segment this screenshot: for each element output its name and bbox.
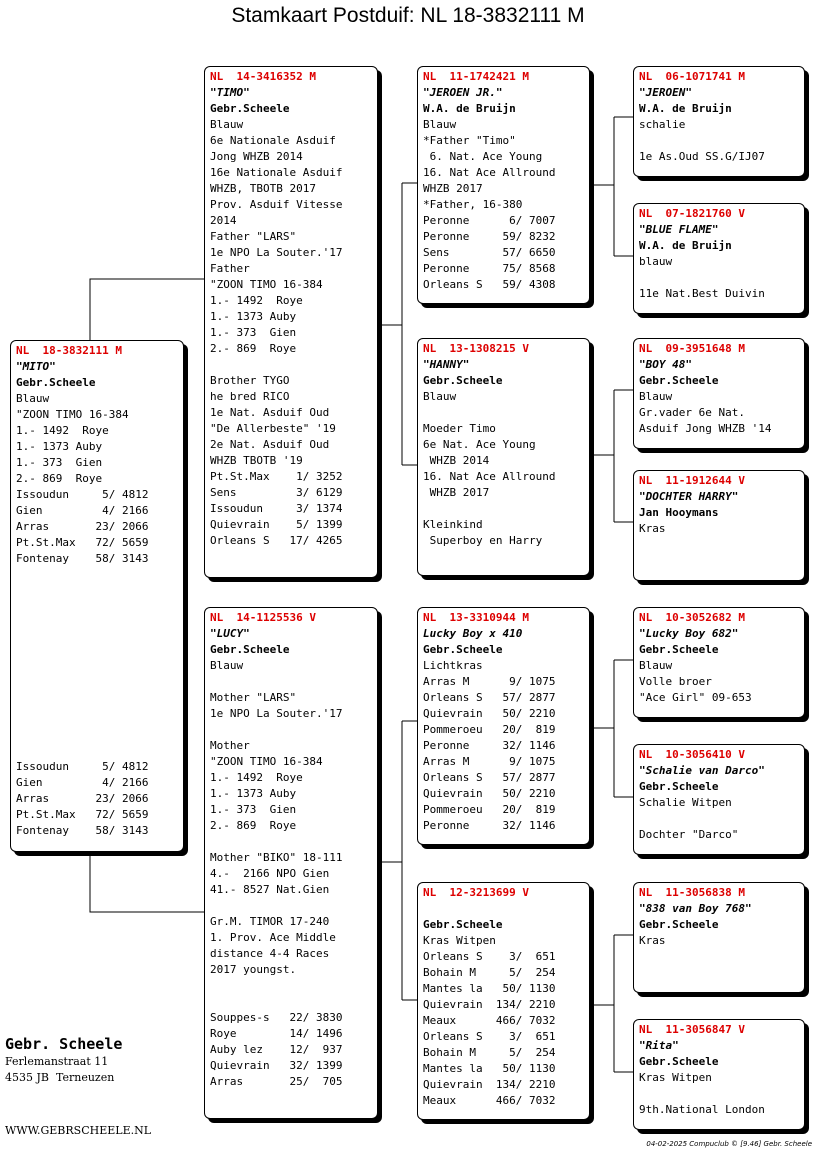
detail-line [16,567,178,583]
detail-line: "ZOON TIMO 16-384 [16,408,129,421]
detail-line: Sens 57/ 6650 [423,246,556,259]
card-details [639,1070,799,1118]
detail-line: 9th.National London [639,1103,765,1116]
card-details [639,658,799,706]
footer-credit: 04-02-2025 Compuclub © [9.46] Gebr. Scheele [646,1140,812,1148]
detail-line: Orleans S 57/ 2877 [423,771,556,784]
detail-line: Mother "LARS" [210,691,297,704]
owner-name: W.A. de Bruijn [639,239,732,252]
detail-line: Issoudun 5/ 4812 [16,760,149,773]
detail-line [16,695,178,711]
pigeon-card-ds-sire [633,607,805,718]
pigeon-name: "JEROEN JR." [423,86,503,99]
detail-line: 1. Prov. Ace Middle [210,931,336,944]
detail-line: Pt.St.Max 1/ 3252 [210,470,343,483]
detail-line [16,583,178,599]
detail-line [16,727,178,743]
detail-line: Quievrain 134/ 2210 [423,998,556,1011]
detail-line: Lichtkras [423,659,483,672]
detail-line: WHZB TBOTB '19 [210,454,303,467]
card-details [639,117,799,165]
detail-line [16,679,178,695]
detail-line: 2014 [210,214,237,227]
owner-name: Gebr.Scheele [639,1055,719,1068]
detail-line: 1e Nat. Asduif Oud [210,406,330,419]
detail-line: Kleinkind [423,518,483,531]
detail-line: Blauw [210,118,244,131]
detail-line: 11e Nat.Best Duivin [639,287,765,300]
breeder-name: Gebr. Scheele [5,1035,123,1053]
detail-line: "ZOON TIMO 16-384 [210,278,323,291]
detail-line: Peronne 32/ 1146 [423,739,556,752]
ring-number: NL 09-3951648 M [639,342,745,355]
card-details [423,933,584,1109]
ring-number: NL 12-3213699 V [423,886,529,899]
ring-number: NL 11-1912644 V [639,474,745,487]
breeder-city: 4535 JB Terneuzen [5,1071,115,1084]
detail-line: Moeder Timo [423,422,496,435]
card-details [639,521,799,537]
detail-line: Mother [210,739,250,752]
detail-line: WHZB, TBOTB 2017 [210,182,316,195]
detail-line: 1.- 373 Gien [16,456,103,469]
pigeon-name: "BOY 48" [639,358,692,371]
detail-line [639,270,799,286]
detail-line: Peronne 32/ 1146 [423,819,556,832]
pigeon-card-dam-sire [417,607,590,845]
card-details [210,117,372,549]
detail-line: Pommeroeu 20/ 819 [423,803,556,816]
owner-name: Jan Hooymans [639,506,719,519]
pigeon-name [423,901,584,917]
owner-name: Gebr.Scheele [423,374,503,387]
detail-line: *Father "Timo" [423,134,516,147]
owner-name: Gebr.Scheele [16,376,96,389]
detail-line: Jong WHZB 2014 [210,150,303,163]
pigeon-name: Lucky Boy x 410 [423,627,523,640]
detail-line: 1.- 1373 Auby [16,440,103,453]
detail-line [16,743,178,759]
detail-line: 2.- 869 Roye [210,342,297,355]
detail-line: Kras Witpen [639,1071,712,1084]
detail-line: Arras 23/ 2066 [16,520,149,533]
pigeon-name: "MITO" [16,360,56,373]
detail-line: he bred RICO [210,390,290,403]
breeder-street: Ferlemanstraat 11 [5,1055,109,1068]
detail-line: Asduif Jong WHZB '14 [639,422,772,435]
detail-line: 16. Nat Ace Allround [423,166,556,179]
detail-line [423,501,584,517]
detail-line: Quievrain 50/ 2210 [423,787,556,800]
owner-name: Gebr.Scheele [639,643,719,656]
detail-line [423,405,584,421]
detail-line: Meaux 466/ 7032 [423,1014,556,1027]
pigeon-name: "TIMO" [210,86,250,99]
ring-number: NL 07-1821760 V [639,207,745,220]
card-details [423,658,584,834]
pigeon-name: "838 van Boy 768" [639,902,752,915]
detail-line: Fontenay 58/ 3143 [16,824,149,837]
ring-number: NL 06-1071741 M [639,70,745,83]
detail-line: 2e Nat. Asduif Oud [210,438,330,451]
pigeon-card-subject [10,340,184,852]
ring-number: NL 18-3832111 M [16,344,122,357]
detail-line: distance 4-4 Races [210,947,330,960]
pigeon-card-ds-dam [633,744,805,855]
ring-number: NL 11-3056838 M [639,886,745,899]
detail-line: Blauw [639,390,673,403]
ring-number: NL 10-3052682 M [639,611,745,624]
pigeon-name: "Schalie van Darco" [639,764,765,777]
pigeon-card-dam-dam [417,882,590,1120]
detail-line [639,811,799,827]
detail-line: 4.- 2166 NPO Gien [210,867,330,880]
detail-line: Quievrain 32/ 1399 [210,1059,343,1072]
detail-line: Blauw [210,659,244,672]
detail-line: 2.- 869 Roye [210,819,297,832]
detail-line: Arras M 9/ 1075 [423,675,556,688]
detail-line [210,357,372,373]
detail-line [210,722,372,738]
website-link[interactable]: WWW.GEBRSCHEELE.NL [5,1124,152,1137]
detail-line: Mantes la 50/ 1130 [423,982,556,995]
detail-line: 1e As.Oud SS.G/IJ07 [639,150,765,163]
card-details [16,391,178,839]
detail-line: Gr.M. TIMOR 17-240 [210,915,330,928]
owner-name: Gebr.Scheele [639,374,719,387]
detail-line: 6. Nat. Ace Young [423,150,543,163]
detail-line: Roye 14/ 1496 [210,1027,343,1040]
card-details [423,117,584,293]
detail-line: "De Allerbeste" '19 [210,422,336,435]
pigeon-name: "DOCHTER HARRY" [639,490,739,503]
detail-line: "ZOON TIMO 16-384 [210,755,323,768]
detail-line: Meaux 466/ 7032 [423,1094,556,1107]
detail-line: Pt.St.Max 72/ 5659 [16,536,149,549]
detail-line: Arras 25/ 705 [210,1075,343,1088]
detail-line: WHZB 2014 [423,454,490,467]
pigeon-card-sire-sire [417,66,590,304]
detail-line: Orleans S 3/ 651 [423,1030,556,1043]
detail-line [210,674,372,690]
detail-line: WHZB 2017 [423,182,483,195]
detail-line: Arras 23/ 2066 [16,792,149,805]
card-details [639,795,799,843]
detail-line: Fontenay 58/ 3143 [16,552,149,565]
detail-line: 1.- 1492 Roye [16,424,109,437]
breeder-info [5,1034,122,1086]
detail-line [639,133,799,149]
detail-line: Auby lez 12/ 937 [210,1043,343,1056]
detail-line: Gien 4/ 2166 [16,776,149,789]
detail-line [16,647,178,663]
pigeon-card-sire-dam [417,338,590,576]
detail-line: Pt.St.Max 72/ 5659 [16,808,149,821]
detail-line: Quievrain 50/ 2210 [423,707,556,720]
card-details [639,389,799,437]
detail-line: Kras [639,522,666,535]
pigeon-name: "JEROEN" [639,86,692,99]
detail-line: 2.- 869 Roye [16,472,103,485]
pigeon-card-sd-dam [633,470,805,581]
detail-line: Blauw [423,390,457,403]
detail-line: Superboy en Harry [423,534,543,547]
pigeon-name: "BLUE FLAME" [639,223,719,236]
card-details [639,254,799,302]
pigeon-name: "Rita" [639,1039,679,1052]
detail-line [16,631,178,647]
detail-line: 2017 youngst. [210,963,297,976]
pigeon-name: "HANNY" [423,358,470,371]
detail-line: Quievrain 134/ 2210 [423,1078,556,1091]
detail-line: Blauw [16,392,50,405]
owner-name: Gebr.Scheele [423,918,503,931]
ring-number: NL 13-1308215 V [423,342,529,355]
detail-line: Arras M 9/ 1075 [423,755,556,768]
detail-line: 1.- 1492 Roye [210,771,303,784]
ring-number: NL 11-1742421 M [423,70,529,83]
detail-line [16,599,178,615]
pigeon-card-ss-sire [633,66,805,177]
card-details [423,389,584,549]
detail-line: 1.- 373 Gien [210,803,297,816]
detail-line: Blauw [423,118,457,131]
detail-line: Pommeroeu 20/ 819 [423,723,556,736]
detail-line: 1e NPO La Souter.'17 [210,707,343,720]
detail-line [210,978,372,994]
owner-name: Gebr.Scheele [423,643,503,656]
detail-line: Orleans S 57/ 2877 [423,691,556,704]
detail-line: 16. Nat Ace Allround [423,470,556,483]
page-title: Stamkaart Postduif: NL 18-3832111 M [231,4,585,27]
owner-name: W.A. de Bruijn [423,102,516,115]
detail-line: Bohain M 5/ 254 [423,1046,556,1059]
pigeon-card-sire [204,66,378,578]
detail-line: 1.- 1492 Roye [210,294,303,307]
detail-line: Gr.vader 6e Nat. [639,406,745,419]
detail-line [16,615,178,631]
pigeon-name: "LUCY" [210,627,250,640]
detail-line: Orleans S 17/ 4265 [210,534,343,547]
owner-name: Gebr.Scheele [639,780,719,793]
detail-line: Issoudun 3/ 1374 [210,502,343,515]
owner-name: W.A. de Bruijn [639,102,732,115]
detail-line: Peronne 59/ 8232 [423,230,556,243]
detail-line: 41.- 8527 Nat.Gien [210,883,330,896]
detail-line: Mother "BIKO" 18-111 [210,851,343,864]
ring-number: NL 10-3056410 V [639,748,745,761]
detail-line: Father "LARS" [210,230,297,243]
detail-line [210,898,372,914]
detail-line [210,834,372,850]
pigeon-card-dam [204,607,378,1119]
detail-line: Peronne 75/ 8568 [423,262,556,275]
detail-line: Orleans S 3/ 651 [423,950,556,963]
detail-line [16,663,178,679]
detail-line: 1.- 373 Gien [210,326,297,339]
card-details [639,933,799,949]
detail-line: Schalie Witpen [639,796,732,809]
card-details [210,658,372,1090]
detail-line: Sens 3/ 6129 [210,486,343,499]
detail-line: 1e NPO La Souter.'17 [210,246,343,259]
detail-line: WHZB 2017 [423,486,490,499]
ring-number: NL 14-3416352 M [210,70,316,83]
owner-name: Gebr.Scheele [210,643,290,656]
detail-line: Quievrain 5/ 1399 [210,518,343,531]
pigeon-card-dd-dam [633,1019,805,1130]
owner-name: Gebr.Scheele [639,918,719,931]
detail-line: Peronne 6/ 7007 [423,214,556,227]
pigeon-card-sd-sire [633,338,805,449]
pigeon-card-dd-sire [633,882,805,993]
detail-line: Brother TYGO [210,374,290,387]
detail-line [210,994,372,1010]
detail-line: blauw [639,255,673,268]
owner-name: Gebr.Scheele [210,102,290,115]
pigeon-name: "Lucky Boy 682" [639,627,739,640]
pigeon-card-ss-dam [633,203,805,314]
detail-line: 16e Nationale Asduif [210,166,343,179]
ring-number: NL 11-3056847 V [639,1023,745,1036]
detail-line: 6e Nationale Asduif [210,134,336,147]
detail-line [16,711,178,727]
detail-line: Mantes la 50/ 1130 [423,1062,556,1075]
detail-line: "Ace Girl" 09-653 [639,691,752,704]
detail-line: Volle broer [639,675,712,688]
detail-line: Prov. Asduif Vitesse [210,198,343,211]
ring-number: NL 13-3310944 M [423,611,529,624]
detail-line: Dochter "Darco" [639,828,739,841]
detail-line: 6e Nat. Ace Young [423,438,536,451]
detail-line: Father [210,262,250,275]
detail-line: 1.- 1373 Auby [210,787,297,800]
detail-line: Blauw [639,659,673,672]
ring-number: NL 14-1125536 V [210,611,316,624]
detail-line: Souppes-s 22/ 3830 [210,1011,343,1024]
detail-line: *Father, 16-380 [423,198,523,211]
detail-line: 1.- 1373 Auby [210,310,297,323]
detail-line [639,1086,799,1102]
detail-line: schalie [639,118,686,131]
detail-line: Issoudun 5/ 4812 [16,488,149,501]
detail-line: Orleans S 59/ 4308 [423,278,556,291]
detail-line: Gien 4/ 2166 [16,504,149,517]
detail-line: Kras [639,934,666,947]
detail-line: Bohain M 5/ 254 [423,966,556,979]
detail-line: Kras Witpen [423,934,496,947]
